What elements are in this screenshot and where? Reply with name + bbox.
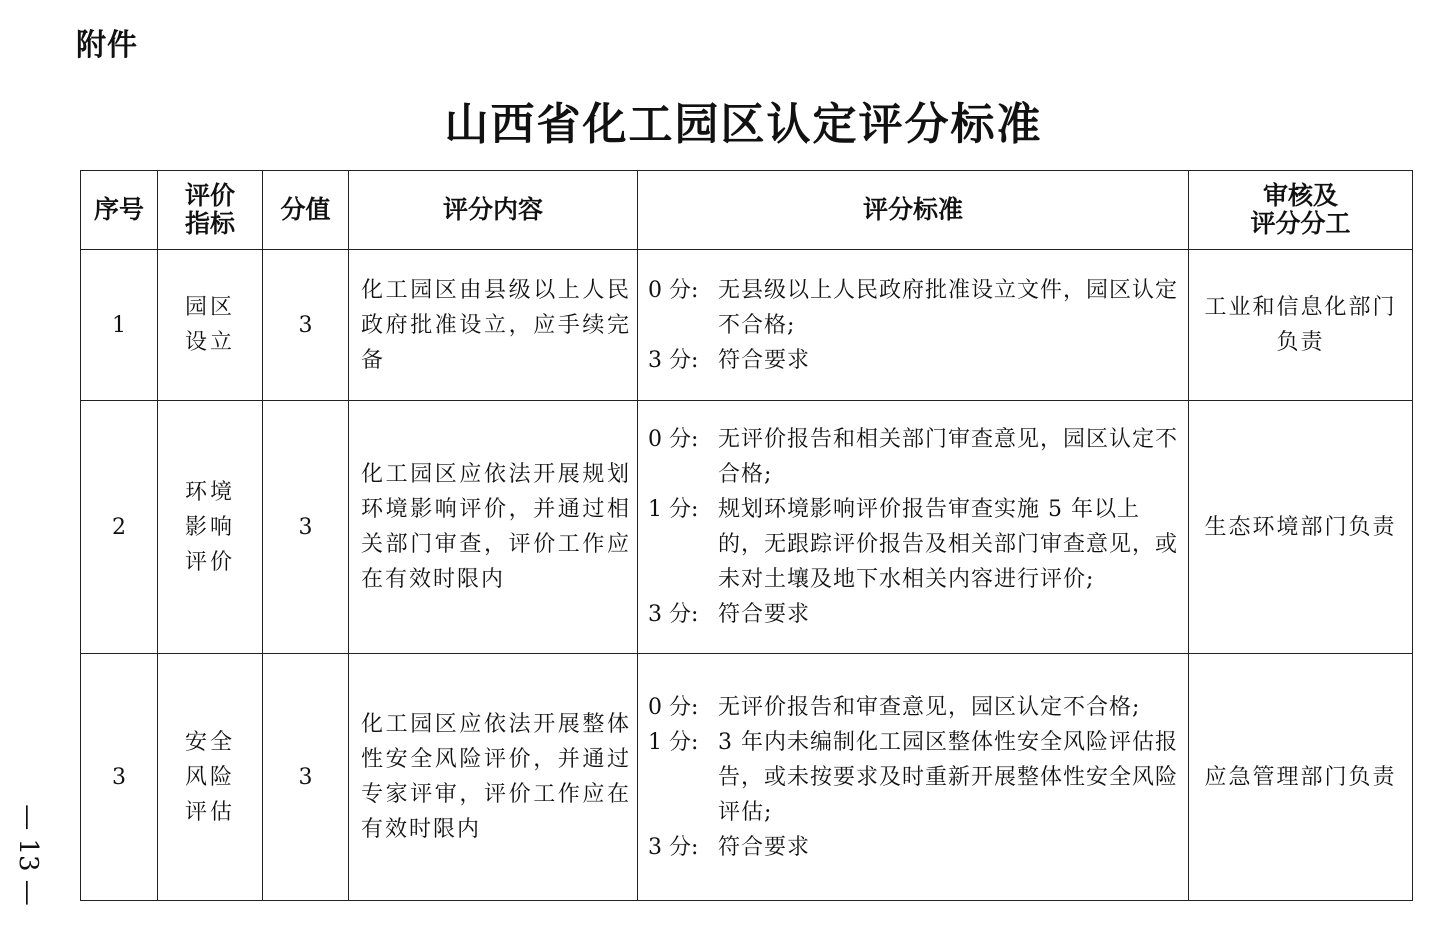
- header-review-line-1: 审核及: [1262, 181, 1338, 210]
- header-indicator-line-1: 评价: [184, 181, 235, 210]
- criteria-text: 符合要求: [718, 602, 811, 627]
- criteria-text: 无县级以上人民政府批准设立文件，园区认定不合格;: [718, 277, 1179, 338]
- row-index: 2: [81, 401, 158, 654]
- row-criteria: [638, 250, 1189, 401]
- criteria-text: 3 年内未编制化工园区整体性安全风险评估报告，或未按要求及时重新开展整体性安全风险评估;: [718, 729, 1179, 825]
- criteria-text: 符合要求: [718, 834, 811, 860]
- criteria-text: 无评价报告和审查意见，园区认定不合格;: [718, 694, 1141, 720]
- header-indicator-line-2: 指标: [184, 209, 235, 238]
- criteria-score: 1 分:: [648, 729, 699, 755]
- criteria-item: [648, 597, 1184, 632]
- criteria-text: 规划环境影响评价报告审查实施 5 年以上的，无跟踪评价报告及相关部门审查意见，或未对土壤及地下水相关内容进行评价;: [718, 497, 1179, 592]
- row-score: 3: [263, 654, 349, 901]
- indicator-line: 安全: [184, 729, 235, 755]
- header-review: [1189, 171, 1413, 250]
- page-title: 山西省化工园区认定评分标准: [444, 99, 1043, 150]
- criteria-item: [648, 422, 1184, 492]
- row-criteria: [638, 401, 1189, 654]
- criteria-text: 无评价报告和相关部门审查意见，园区认定不合格;: [718, 427, 1179, 487]
- attachment-label: 附件: [76, 28, 138, 63]
- criteria-score: 1 分:: [648, 497, 699, 522]
- row-score: 3: [263, 401, 349, 654]
- row-index: 3: [81, 654, 158, 901]
- indicator-line: 评估: [184, 799, 235, 825]
- row-content: 化工园区由县级以上人民政府批准设立，应手续完备: [349, 250, 638, 401]
- criteria-score: 0 分:: [648, 694, 699, 720]
- header-review-line-2: 评分分工: [1250, 209, 1351, 238]
- indicator-line: 影响: [184, 514, 235, 540]
- criteria-score: 0 分:: [648, 277, 699, 303]
- table-row: [81, 654, 1413, 901]
- row-indicator: [158, 654, 263, 901]
- criteria-item: [648, 492, 1184, 597]
- row-index: 1: [81, 250, 158, 401]
- criteria-item: [648, 690, 1184, 725]
- criteria-item: [648, 830, 1184, 865]
- table-row: [81, 401, 1413, 654]
- page-number-text: — 13 —: [13, 804, 43, 906]
- page-number: [8, 790, 48, 920]
- criteria-score: 3 分:: [648, 834, 699, 860]
- table-header-row: [81, 171, 1413, 250]
- header-content: 评分内容: [349, 171, 638, 250]
- row-indicator: [158, 401, 263, 654]
- row-criteria: [638, 654, 1189, 901]
- row-department: 工业和信息化部门负责: [1189, 250, 1413, 401]
- row-score: 3: [263, 250, 349, 401]
- table-row: [81, 250, 1413, 401]
- criteria-score: 3 分:: [648, 347, 699, 373]
- indicator-line: 评价: [184, 549, 235, 575]
- row-content: 化工园区应依法开展整体性安全风险评价，并通过专家评审，评价工作应在有效时限内: [349, 654, 638, 901]
- criteria-item: [648, 725, 1184, 830]
- indicator-line: 园区: [184, 295, 235, 320]
- header-indicator: [158, 171, 263, 250]
- indicator-line: 设立: [184, 330, 235, 355]
- row-department: 应急管理部门负责: [1189, 654, 1413, 901]
- criteria-score: 0 分:: [648, 427, 699, 452]
- header-score: 分值: [263, 171, 349, 250]
- row-department: 生态环境部门负责: [1189, 401, 1413, 654]
- header-index: 序号: [81, 171, 158, 250]
- header-criteria: 评分标准: [638, 171, 1189, 250]
- indicator-line: 环境: [184, 479, 235, 505]
- scoring-table: [80, 170, 1413, 901]
- row-content: 化工园区应依法开展规划环境影响评价，并通过相关部门审查，评价工作应在有效时限内: [349, 401, 638, 654]
- row-indicator: [158, 250, 263, 401]
- criteria-text: 符合要求: [718, 347, 811, 373]
- criteria-score: 3 分:: [648, 602, 699, 627]
- criteria-item: [648, 343, 1184, 378]
- indicator-line: 风险: [184, 764, 235, 790]
- criteria-item: [648, 273, 1184, 343]
